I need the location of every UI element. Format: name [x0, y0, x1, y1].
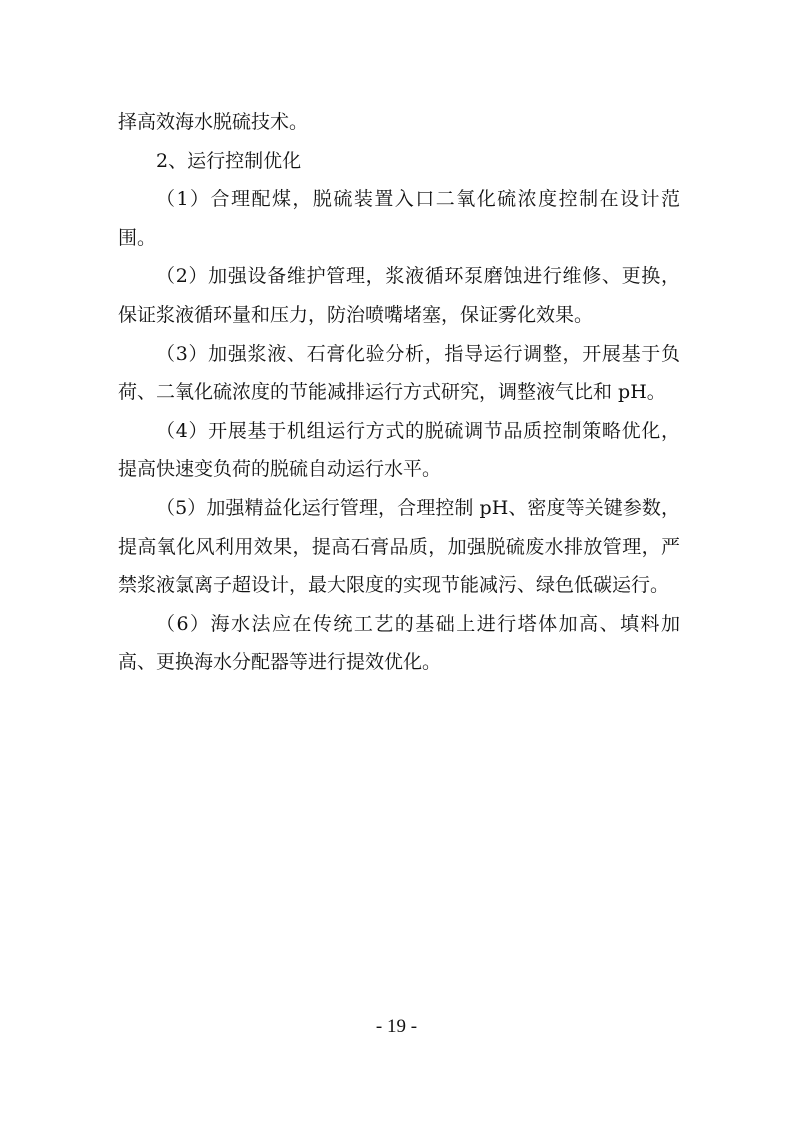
paragraph-item-3: （3）加强浆液、石膏化验分析，指导运行调整，开展基于负荷、二氧化硫浓度的节能减排运行方式研究，调整液气比和 pH。: [118, 342, 680, 404]
body-text: [118, 103, 680, 682]
page-number: - 19 -: [375, 1016, 418, 1037]
paragraph-item-4: （4）开展基于机组运行方式的脱硫调节品质控制策略优化，提高快速变负荷的脱硫自动运行水平。: [118, 419, 680, 481]
paragraph-continuation: 择高效海水脱硫技术。: [118, 111, 309, 133]
paragraph-item-2: （2）加强设备维护管理，浆液循环泵磨蚀进行维修、更换，保证浆液循环量和压力，防治喷嘴堵塞，保证雾化效果。: [118, 265, 680, 326]
paragraph-item-5: （5）加强精益化运行管理，合理控制 pH、密度等关键参数，提高氧化风利用效果，提高石膏品质，加强脱硫废水排放管理，严禁浆液氯离子超设计，最大限度的实现节能减污、绿色低碳运行。: [118, 496, 680, 597]
paragraph-item-1: （1）合理配煤，脱硫装置入口二氧化硫浓度控制在设计范围。: [118, 188, 680, 249]
section-heading: 2、运行控制优化: [156, 149, 302, 172]
paragraph-item-6: （6）海水法应在传统工艺的基础上进行塔体加高、填料加高、更换海水分配器等进行提效优化。: [118, 612, 680, 674]
